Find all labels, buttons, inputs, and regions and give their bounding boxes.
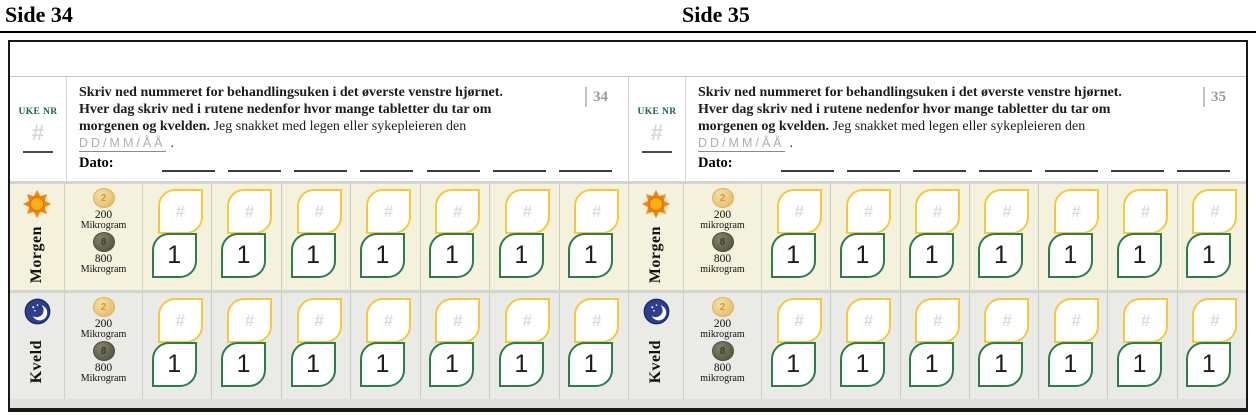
instruction-line: Skriv ned nummeret for behandlingsuken i det øverste venstre hjørnet. xyxy=(698,85,1122,100)
tablets-800-entry-box[interactable] xyxy=(909,233,954,278)
date-format-placeholder[interactable]: DD/MM/ÅÅ xyxy=(79,136,166,150)
tablets-800-count: 1 xyxy=(1063,241,1078,269)
tablets-200-count: # xyxy=(592,201,602,221)
day-cell xyxy=(560,184,628,290)
tablets-800-count: 1 xyxy=(1132,350,1147,378)
dose-unit: Mikrogram xyxy=(80,373,127,384)
day-cell xyxy=(282,293,351,399)
tablets-800-entry-box[interactable] xyxy=(360,233,405,278)
tablets-800-count: 1 xyxy=(924,241,939,269)
day-cell xyxy=(282,184,351,290)
row-title: Morgen xyxy=(647,225,664,284)
bottom-strip xyxy=(10,399,628,408)
instruction-line: morgenen og kvelden. Jeg snakket med legen eller sykepleieren den xyxy=(79,119,467,134)
day-cell xyxy=(1039,184,1108,290)
tablets-200-count: # xyxy=(314,201,324,221)
dato-label: Dato: xyxy=(79,155,114,171)
title-underline xyxy=(0,31,1256,33)
page-number: 34 xyxy=(585,87,608,107)
tablets-200-entry-box[interactable] xyxy=(297,298,342,343)
tablets-800-count: 1 xyxy=(583,241,598,269)
day-cell xyxy=(762,293,831,399)
dose-legend xyxy=(65,293,143,399)
dose-strength: 200 xyxy=(713,209,732,221)
tablets-800-entry-box[interactable] xyxy=(360,342,405,387)
day-cell xyxy=(762,184,831,290)
tablets-200-entry-box[interactable] xyxy=(1054,189,1099,234)
dose-strength: 800 xyxy=(713,362,732,374)
tablets-200-count: # xyxy=(175,201,185,221)
tablets-800-count: 1 xyxy=(375,350,390,378)
tablets-800-entry-box[interactable] xyxy=(909,342,954,387)
date-entry-line[interactable] xyxy=(493,162,546,172)
tablets-200-entry-box[interactable] xyxy=(846,298,891,343)
sun-icon xyxy=(22,189,52,219)
tablets-800-count: 1 xyxy=(994,241,1008,269)
day-cell xyxy=(1108,293,1177,399)
date-entry-line[interactable] xyxy=(979,162,1032,172)
row-title: Morgen xyxy=(28,225,45,284)
dose-strength: 200 xyxy=(94,209,113,221)
tablets-800-entry-box[interactable] xyxy=(291,342,336,387)
tablets-200-count: # xyxy=(1071,310,1081,330)
day-cell xyxy=(831,293,900,399)
instruction-line: morgenen og kvelden. Jeg snakket med legen eller sykepleieren den xyxy=(698,119,1086,134)
tablets-800-count: 1 xyxy=(375,241,390,269)
tablets-800-count: 1 xyxy=(583,350,598,378)
tablets-800-count: 1 xyxy=(167,241,182,269)
day-cell xyxy=(351,293,420,399)
tablets-200-count: # xyxy=(522,201,533,221)
tablets-800-count: 1 xyxy=(924,350,939,378)
tablets-200-entry-box[interactable] xyxy=(435,298,480,343)
date-entry-line[interactable] xyxy=(1177,162,1230,172)
tablets-200-entry-box[interactable] xyxy=(227,189,272,234)
tablets-800-count: 1 xyxy=(786,241,801,269)
tablets-200-entry-box[interactable] xyxy=(227,298,272,343)
tablets-800-entry-box[interactable] xyxy=(152,233,197,278)
tablets-800-entry-box[interactable] xyxy=(568,342,613,387)
tablets-200-entry-box[interactable] xyxy=(777,189,822,234)
row-title: Kveld xyxy=(28,340,45,384)
date-entry-line[interactable] xyxy=(427,162,480,172)
tablet-800-icon: 8 xyxy=(93,341,115,361)
date-entry-lines xyxy=(114,162,614,172)
tablets-200-count: # xyxy=(863,310,874,330)
tablets-800-entry-box[interactable] xyxy=(568,233,613,278)
day-cell xyxy=(490,184,559,290)
dose-legend xyxy=(684,184,762,290)
week-number-placeholder: # xyxy=(650,120,664,145)
tablets-800-count: 1 xyxy=(1201,350,1216,378)
tablets-200-count: # xyxy=(1140,310,1151,330)
tablets-200-count: # xyxy=(1140,201,1151,221)
evening-row xyxy=(628,293,1246,399)
tablets-200-entry-box[interactable] xyxy=(1054,298,1099,343)
morning-row xyxy=(10,184,628,290)
row-label xyxy=(629,293,684,399)
tablets-800-count: 1 xyxy=(1063,350,1078,378)
tablets-200-count: # xyxy=(522,310,533,330)
dose-unit: Mikrogram xyxy=(80,220,127,231)
dose-strength: 800 xyxy=(713,253,732,265)
tablets-800-count: 1 xyxy=(1201,241,1216,269)
tablets-800-count: 1 xyxy=(786,350,801,378)
tablets-200-count: # xyxy=(932,201,943,221)
row-label xyxy=(629,184,684,290)
tablets-200-count: # xyxy=(244,310,255,330)
day-cell xyxy=(1178,184,1246,290)
instruction-line: Hver dag skriv ned i rutene nedenfor hvor mange tabletter du tar om xyxy=(79,102,492,117)
day-cell xyxy=(901,293,970,399)
tablets-800-entry-box[interactable] xyxy=(1117,233,1162,278)
tablets-800-entry-box[interactable] xyxy=(429,233,474,278)
tablets-800-count: 1 xyxy=(236,241,251,269)
moon-icon xyxy=(24,298,51,325)
tablet-200-icon: 2 xyxy=(712,297,734,317)
tablets-200-count: # xyxy=(453,310,463,330)
tablets-800-entry-box[interactable] xyxy=(978,342,1023,387)
tablets-200-entry-box[interactable] xyxy=(297,189,342,234)
week-number-box[interactable] xyxy=(10,77,67,181)
date-entry-line[interactable] xyxy=(781,162,834,172)
tablets-200-count: # xyxy=(314,310,324,330)
tablets-200-count: # xyxy=(383,201,394,221)
page-number: 35 xyxy=(1203,87,1226,107)
day-cell xyxy=(421,293,490,399)
day-cell xyxy=(1178,293,1246,399)
day-cell xyxy=(421,184,490,290)
tablets-200-count: # xyxy=(244,201,255,221)
tablets-200-entry-box[interactable] xyxy=(1192,298,1237,343)
instructions-area xyxy=(686,77,1246,181)
morning-row xyxy=(628,184,1246,290)
tablets-200-entry-box[interactable] xyxy=(984,189,1029,234)
day-cell xyxy=(212,184,281,290)
day-cell xyxy=(212,293,281,399)
week-number-entry-line[interactable] xyxy=(23,147,53,153)
instruction-line: DD/MM/ÅÅ . xyxy=(698,136,793,151)
row-label xyxy=(10,184,65,290)
dose-unit: Mikrogram xyxy=(80,264,127,275)
tablets-800-count: 1 xyxy=(994,350,1008,378)
tablets-200-entry-box[interactable] xyxy=(574,298,619,343)
diary-sheet xyxy=(8,40,1248,412)
tablets-200-entry-box[interactable] xyxy=(915,298,960,343)
dose-legend xyxy=(684,293,762,399)
tablets-200-entry-box[interactable] xyxy=(1123,189,1168,234)
tablets-800-entry-box[interactable] xyxy=(499,233,544,278)
date-entry-line[interactable] xyxy=(360,162,413,172)
date-entry-line[interactable] xyxy=(162,162,215,172)
moon-icon xyxy=(643,298,670,325)
day-cell xyxy=(831,184,900,290)
day-cell xyxy=(901,184,970,290)
day-cell xyxy=(1108,184,1177,290)
tablets-800-count: 1 xyxy=(1132,241,1147,269)
week-number-entry-line[interactable] xyxy=(642,147,672,153)
tablets-800-count: 1 xyxy=(855,241,870,269)
panel-header xyxy=(10,76,628,181)
tablets-800-count: 1 xyxy=(306,350,320,378)
tablets-800-entry-box[interactable] xyxy=(221,233,266,278)
panel-top-spacer xyxy=(10,42,628,76)
tablets-200-count: # xyxy=(1210,310,1220,330)
tablets-200-entry-box[interactable] xyxy=(574,189,619,234)
tablets-800-entry-box[interactable] xyxy=(978,233,1023,278)
tablets-800-entry-box[interactable] xyxy=(291,233,336,278)
date-entry-line[interactable] xyxy=(913,162,966,172)
tablets-200-entry-box[interactable] xyxy=(915,189,960,234)
tablets-800-count: 1 xyxy=(236,350,251,378)
day-cell xyxy=(970,184,1039,290)
tablet-200-icon: 2 xyxy=(93,188,115,208)
row-title: Kveld xyxy=(647,340,664,384)
tablets-200-entry-box[interactable] xyxy=(435,189,480,234)
date-format-placeholder[interactable]: DD/MM/ÅÅ xyxy=(698,136,785,150)
tablets-800-entry-box[interactable] xyxy=(1117,342,1162,387)
tablets-800-count: 1 xyxy=(306,241,320,269)
tablets-800-count: 1 xyxy=(444,350,459,378)
dose-unit: mikrogram xyxy=(700,264,745,275)
week-number-label: UKE NR xyxy=(18,107,58,117)
page-title-left: Side 34 xyxy=(5,2,73,27)
date-entry-line[interactable] xyxy=(294,162,347,172)
day-cell xyxy=(970,293,1039,399)
dose-legend xyxy=(65,184,143,290)
tablets-800-entry-box[interactable] xyxy=(771,342,816,387)
diary-panel-34 xyxy=(10,42,628,408)
tablets-200-count: # xyxy=(794,310,804,330)
tablets-200-entry-box[interactable] xyxy=(984,298,1029,343)
day-cell xyxy=(143,184,212,290)
tablets-200-entry-box[interactable] xyxy=(846,189,891,234)
tablets-200-count: # xyxy=(1002,201,1012,221)
day-cell xyxy=(560,293,628,399)
tablets-200-entry-box[interactable] xyxy=(505,189,550,234)
tablets-200-entry-box[interactable] xyxy=(505,298,550,343)
tablets-200-count: # xyxy=(383,310,394,330)
tablets-200-count: # xyxy=(453,201,463,221)
tablets-200-entry-box[interactable] xyxy=(1192,189,1237,234)
tablets-800-count: 1 xyxy=(855,350,870,378)
tablets-800-count: 1 xyxy=(514,241,529,269)
tablets-200-count: # xyxy=(794,201,804,221)
date-entry-line[interactable] xyxy=(559,162,612,172)
dose-unit: mikrogram xyxy=(700,220,745,231)
tablets-800-count: 1 xyxy=(514,350,529,378)
panel-header xyxy=(628,76,1246,181)
dose-strength: 200 xyxy=(94,318,113,330)
panel-top-spacer xyxy=(628,42,1246,76)
tablet-800-icon: 8 xyxy=(712,341,734,361)
day-cell xyxy=(351,184,420,290)
tablets-800-entry-box[interactable] xyxy=(429,342,474,387)
day-cell xyxy=(490,293,559,399)
tablets-200-entry-box[interactable] xyxy=(158,298,203,343)
dato-row xyxy=(79,155,614,172)
tablets-200-entry-box[interactable] xyxy=(1123,298,1168,343)
dose-unit: mikrogram xyxy=(700,329,745,340)
date-entry-line[interactable] xyxy=(228,162,281,172)
tablets-800-entry-box[interactable] xyxy=(1186,233,1231,278)
tablets-200-count: # xyxy=(1071,201,1081,221)
instruction-line: DD/MM/ÅÅ . xyxy=(79,136,174,151)
tablets-800-count: 1 xyxy=(444,241,459,269)
tablets-800-entry-box[interactable] xyxy=(1186,342,1231,387)
instruction-line: Hver dag skriv ned i rutene nedenfor hvor mange tabletter du tar om xyxy=(698,102,1111,117)
instructions-area xyxy=(67,77,628,181)
tablets-800-entry-box[interactable] xyxy=(771,233,816,278)
tablets-800-entry-box[interactable] xyxy=(840,233,885,278)
tablets-800-entry-box[interactable] xyxy=(1048,233,1093,278)
instruction-line: Skriv ned nummeret for behandlingsuken i det øverste venstre hjørnet. xyxy=(79,85,503,100)
dose-unit: Mikrogram xyxy=(80,329,127,340)
week-number-label: UKE NR xyxy=(637,107,677,117)
tablet-800-icon: 8 xyxy=(93,232,115,252)
tablets-800-entry-box[interactable] xyxy=(152,342,197,387)
tablets-200-count: # xyxy=(1002,310,1012,330)
tablets-200-count: # xyxy=(1210,201,1220,221)
tablets-200-count: # xyxy=(592,310,602,330)
row-label xyxy=(10,293,65,399)
tablets-200-entry-box[interactable] xyxy=(366,298,411,343)
dose-unit: mikrogram xyxy=(700,373,745,384)
tablets-800-entry-box[interactable] xyxy=(499,342,544,387)
date-entry-line[interactable] xyxy=(1111,162,1164,172)
tablet-200-icon: 2 xyxy=(712,188,734,208)
date-entry-line[interactable] xyxy=(1045,162,1098,172)
dato-label: Dato: xyxy=(698,155,733,171)
tablets-200-count: # xyxy=(175,310,185,330)
tablet-800-icon: 8 xyxy=(712,232,734,252)
tablets-200-entry-box[interactable] xyxy=(777,298,822,343)
tablet-200-icon: 2 xyxy=(93,297,115,317)
tablets-800-entry-box[interactable] xyxy=(1048,342,1093,387)
bottom-strip xyxy=(628,399,1246,408)
tablets-200-count: # xyxy=(932,310,943,330)
dose-strength: 800 xyxy=(94,253,113,265)
day-cell xyxy=(1039,293,1108,399)
page-title-right: Side 35 xyxy=(682,2,750,27)
date-entry-lines xyxy=(733,162,1232,172)
dose-strength: 800 xyxy=(94,362,113,374)
sun-icon xyxy=(641,189,671,219)
tablets-800-entry-box[interactable] xyxy=(221,342,266,387)
tablets-800-count: 1 xyxy=(167,350,182,378)
evening-row xyxy=(10,293,628,399)
tablets-800-entry-box[interactable] xyxy=(840,342,885,387)
diary-panel-35 xyxy=(628,42,1246,408)
dose-strength: 200 xyxy=(713,318,732,330)
week-number-placeholder: # xyxy=(31,120,45,145)
date-entry-line[interactable] xyxy=(847,162,900,172)
day-cell xyxy=(143,293,212,399)
tablets-200-count: # xyxy=(863,201,874,221)
tablets-200-entry-box[interactable] xyxy=(158,189,203,234)
dato-row xyxy=(698,155,1232,172)
week-number-box[interactable] xyxy=(629,77,686,181)
tablets-200-entry-box[interactable] xyxy=(366,189,411,234)
